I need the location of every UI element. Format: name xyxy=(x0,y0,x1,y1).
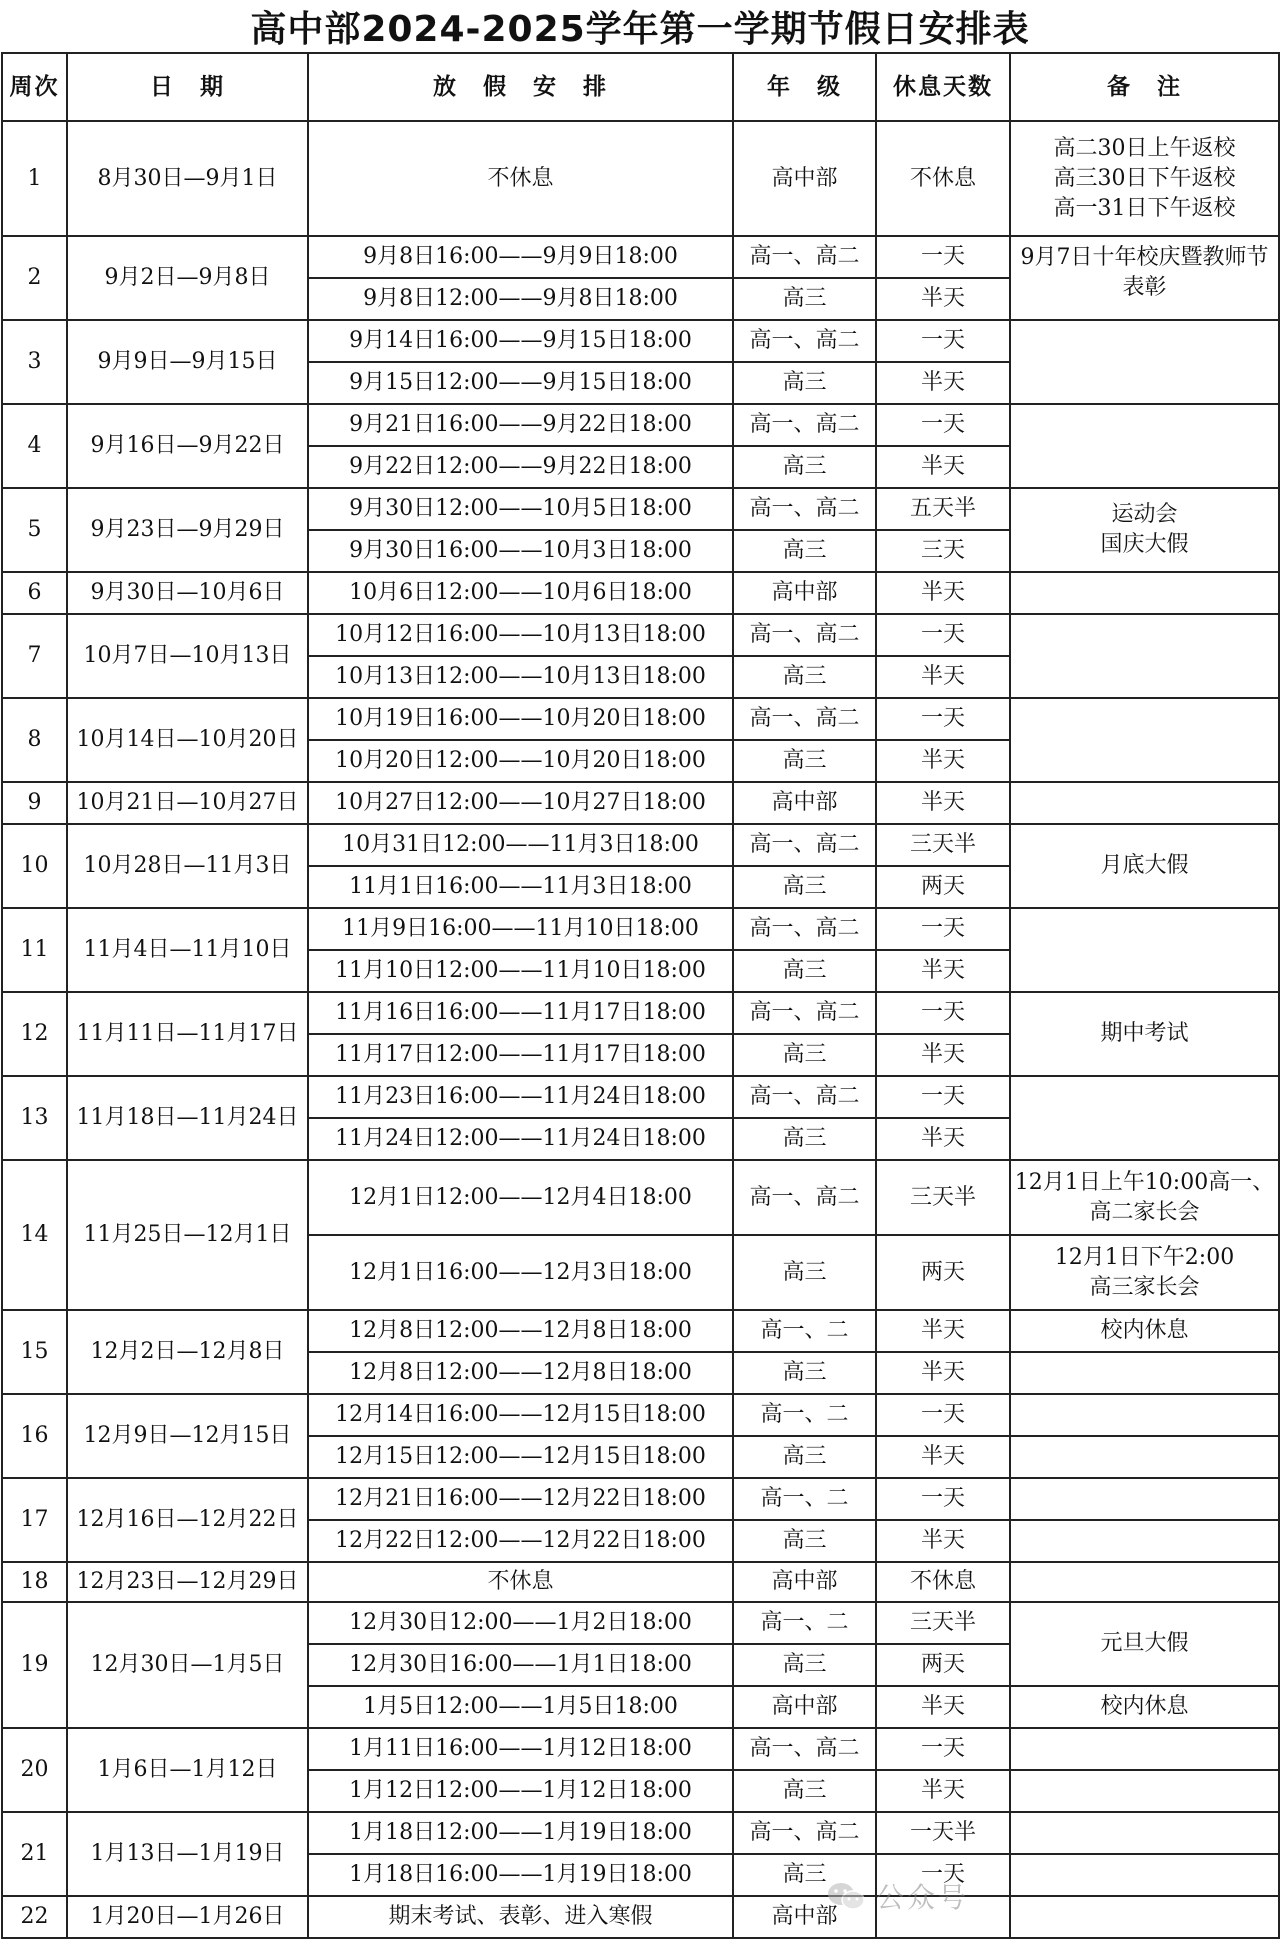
days-cell: 三天半 xyxy=(876,1160,1010,1235)
arrangement-cell: 1月18日12:00——1月19日18:00 xyxy=(308,1812,733,1854)
days-cell: 半天 xyxy=(876,1352,1010,1394)
week-cell: 7 xyxy=(2,614,67,698)
days-cell: 半天 xyxy=(876,1436,1010,1478)
date-cell: 12月16日—12月22日 xyxy=(67,1478,308,1562)
arrangement-cell: 12月22日12:00——12月22日18:00 xyxy=(308,1520,733,1562)
week-cell: 13 xyxy=(2,1076,67,1160)
arrangement-cell: 9月30日12:00——10月5日18:00 xyxy=(308,488,733,530)
note-cell xyxy=(1010,698,1279,782)
week-cell: 14 xyxy=(2,1160,67,1310)
arrangement-cell: 1月12日12:00——1月12日18:00 xyxy=(308,1770,733,1812)
grade-cell: 高一、高二 xyxy=(733,992,876,1034)
grade-cell: 高一、高二 xyxy=(733,404,876,446)
grade-cell: 高三 xyxy=(733,1520,876,1562)
note-cell xyxy=(1010,1896,1279,1938)
table-row xyxy=(2,1812,1279,1854)
date-cell: 8月30日—9月1日 xyxy=(67,121,308,236)
table-row xyxy=(2,992,1279,1034)
days-cell: 半天 xyxy=(876,1034,1010,1076)
days-cell: 半天 xyxy=(876,950,1010,992)
note-cell: 月底大假 xyxy=(1010,824,1279,908)
date-cell: 12月9日—12月15日 xyxy=(67,1394,308,1478)
arrangement-cell: 10月12日16:00——10月13日18:00 xyxy=(308,614,733,656)
arrangement-cell: 11月17日12:00——11月17日18:00 xyxy=(308,1034,733,1076)
date-cell: 1月13日—1月19日 xyxy=(67,1812,308,1896)
grade-cell: 高一、高二 xyxy=(733,1160,876,1235)
header-note: 备 注 xyxy=(1010,53,1279,121)
arrangement-cell: 10月19日16:00——10月20日18:00 xyxy=(308,698,733,740)
days-cell: 半天 xyxy=(876,1770,1010,1812)
week-cell: 17 xyxy=(2,1478,67,1562)
table-row xyxy=(2,488,1279,530)
week-cell: 18 xyxy=(2,1562,67,1602)
arrangement-cell: 12月8日12:00——12月8日18:00 xyxy=(308,1310,733,1352)
date-cell: 1月6日—1月12日 xyxy=(67,1728,308,1812)
days-cell: 半天 xyxy=(876,782,1010,824)
arrangement-cell: 9月22日12:00——9月22日18:00 xyxy=(308,446,733,488)
grade-cell: 高三 xyxy=(733,1770,876,1812)
grade-cell: 高三 xyxy=(733,1034,876,1076)
arrangement-cell: 12月15日12:00——12月15日18:00 xyxy=(308,1436,733,1478)
header-row xyxy=(2,53,1279,121)
days-cell: 三天半 xyxy=(876,1602,1010,1644)
header-week: 周次 xyxy=(2,53,67,121)
grade-cell: 高中部 xyxy=(733,1562,876,1602)
grade-cell: 高中部 xyxy=(733,572,876,614)
note-cell: 12月1日上午10:00高一、高二家长会 xyxy=(1010,1160,1279,1235)
table-row xyxy=(2,824,1279,866)
days-cell: 一天 xyxy=(876,1854,1010,1896)
arrangement-cell: 10月27日12:00——10月27日18:00 xyxy=(308,782,733,824)
grade-cell: 高一、高二 xyxy=(733,236,876,278)
note-cell: 校内休息 xyxy=(1010,1686,1279,1728)
week-cell: 5 xyxy=(2,488,67,572)
grade-cell: 高一、二 xyxy=(733,1310,876,1352)
grade-cell: 高一、高二 xyxy=(733,824,876,866)
arrangement-cell: 10月31日12:00——11月3日18:00 xyxy=(308,824,733,866)
page-title: 高中部2024-2025学年第一学期节假日安排表 xyxy=(250,8,1030,50)
grade-cell: 高三 xyxy=(733,740,876,782)
arrangement-cell: 不休息 xyxy=(308,121,733,236)
note-cell xyxy=(1010,1728,1279,1770)
days-cell: 不休息 xyxy=(876,121,1010,236)
note-cell: 9月7日十年校庆暨教师节表彰 xyxy=(1010,236,1279,320)
grade-cell: 高三 xyxy=(733,446,876,488)
table-row xyxy=(2,1160,1279,1235)
grade-cell: 高一、二 xyxy=(733,1478,876,1520)
grade-cell: 高一、高二 xyxy=(733,908,876,950)
holiday-schedule-table xyxy=(1,52,1280,1939)
date-cell: 9月23日—9月29日 xyxy=(67,488,308,572)
arrangement-cell: 1月5日12:00——1月5日18:00 xyxy=(308,1686,733,1728)
week-cell: 4 xyxy=(2,404,67,488)
table-row xyxy=(2,1896,1279,1938)
grade-cell: 高一、高二 xyxy=(733,320,876,362)
week-cell: 21 xyxy=(2,1812,67,1896)
days-cell: 五天半 xyxy=(876,488,1010,530)
grade-cell: 高三 xyxy=(733,1235,876,1310)
arrangement-cell: 12月21日16:00——12月22日18:00 xyxy=(308,1478,733,1520)
date-cell: 10月14日—10月20日 xyxy=(67,698,308,782)
watermark xyxy=(826,1876,969,1916)
days-cell: 三天半 xyxy=(876,824,1010,866)
grade-cell: 高三 xyxy=(733,656,876,698)
grade-cell: 高一、高二 xyxy=(733,1728,876,1770)
days-cell: 一天 xyxy=(876,992,1010,1034)
days-cell: 半天 xyxy=(876,1310,1010,1352)
header-date: 日 期 xyxy=(67,53,308,121)
table-row xyxy=(2,320,1279,362)
week-cell: 9 xyxy=(2,782,67,824)
note-cell xyxy=(1010,782,1279,824)
date-cell: 9月16日—9月22日 xyxy=(67,404,308,488)
note-cell xyxy=(1010,404,1279,488)
note-cell: 期中考试 xyxy=(1010,992,1279,1076)
grade-cell: 高三 xyxy=(733,278,876,320)
date-cell: 11月25日—12月1日 xyxy=(67,1160,308,1310)
arrangement-cell: 12月14日16:00——12月15日18:00 xyxy=(308,1394,733,1436)
week-cell: 8 xyxy=(2,698,67,782)
grade-cell: 高中部 xyxy=(733,782,876,824)
grade-cell: 高一、高二 xyxy=(733,698,876,740)
days-cell: 半天 xyxy=(876,278,1010,320)
days-cell: 一天 xyxy=(876,1076,1010,1118)
date-cell: 12月2日—12月8日 xyxy=(67,1310,308,1394)
arrangement-cell: 期末考试、表彰、进入寒假 xyxy=(308,1896,733,1938)
arrangement-cell: 12月30日12:00——1月2日18:00 xyxy=(308,1602,733,1644)
wechat-icon xyxy=(826,1881,866,1911)
date-cell: 11月18日—11月24日 xyxy=(67,1076,308,1160)
note-cell: 12月1日下午2:00 高三家长会 xyxy=(1010,1235,1279,1310)
days-cell: 一天半 xyxy=(876,1812,1010,1854)
days-cell: 一天 xyxy=(876,1478,1010,1520)
days-cell: 半天 xyxy=(876,740,1010,782)
week-cell: 1 xyxy=(2,121,67,236)
note-cell xyxy=(1010,1562,1279,1602)
note-cell: 校内休息 xyxy=(1010,1310,1279,1352)
days-cell: 半天 xyxy=(876,572,1010,614)
arrangement-cell: 11月16日16:00——11月17日18:00 xyxy=(308,992,733,1034)
week-cell: 16 xyxy=(2,1394,67,1478)
header-grade: 年 级 xyxy=(733,53,876,121)
arrangement-cell: 11月10日12:00——11月10日18:00 xyxy=(308,950,733,992)
arrangement-cell: 12月8日12:00——12月8日18:00 xyxy=(308,1352,733,1394)
week-cell: 15 xyxy=(2,1310,67,1394)
grade-cell: 高三 xyxy=(733,950,876,992)
week-cell: 6 xyxy=(2,572,67,614)
days-cell: 半天 xyxy=(876,1686,1010,1728)
table-row xyxy=(2,908,1279,950)
note-cell xyxy=(1010,1076,1279,1160)
days-cell: 三天 xyxy=(876,530,1010,572)
table-row xyxy=(2,1602,1279,1644)
date-cell: 12月30日—1月5日 xyxy=(67,1602,308,1728)
table-row xyxy=(2,404,1279,446)
arrangement-cell: 11月9日16:00——11月10日18:00 xyxy=(308,908,733,950)
table-row xyxy=(2,614,1279,656)
arrangement-cell: 9月21日16:00——9月22日18:00 xyxy=(308,404,733,446)
date-cell: 10月28日—11月3日 xyxy=(67,824,308,908)
note-cell xyxy=(1010,1812,1279,1854)
arrangement-cell: 9月8日12:00——9月8日18:00 xyxy=(308,278,733,320)
date-cell: 9月30日—10月6日 xyxy=(67,572,308,614)
note-cell: 元旦大假 xyxy=(1010,1602,1279,1686)
grade-cell: 高三 xyxy=(733,1436,876,1478)
grade-cell: 高三 xyxy=(733,1854,876,1896)
arrangement-cell: 9月8日16:00——9月9日18:00 xyxy=(308,236,733,278)
arrangement-cell: 12月1日12:00——12月4日18:00 xyxy=(308,1160,733,1235)
arrangement-cell: 1月11日16:00——1月12日18:00 xyxy=(308,1728,733,1770)
grade-cell: 高三 xyxy=(733,1352,876,1394)
note-cell: 运动会 国庆大假 xyxy=(1010,488,1279,572)
table-row xyxy=(2,1562,1279,1602)
date-cell: 10月7日—10月13日 xyxy=(67,614,308,698)
grade-cell: 高一、二 xyxy=(733,1394,876,1436)
days-cell: 半天 xyxy=(876,1520,1010,1562)
grade-cell: 高三 xyxy=(733,530,876,572)
week-cell: 2 xyxy=(2,236,67,320)
days-cell: 半天 xyxy=(876,1118,1010,1160)
grade-cell: 高一、高二 xyxy=(733,1076,876,1118)
grade-cell: 高一、高二 xyxy=(733,1812,876,1854)
note-cell xyxy=(1010,1478,1279,1520)
arrangement-cell: 10月13日12:00——10月13日18:00 xyxy=(308,656,733,698)
date-cell: 9月2日—9月8日 xyxy=(67,236,308,320)
table-row xyxy=(2,782,1279,824)
days-cell: 两天 xyxy=(876,866,1010,908)
date-cell: 12月23日—12月29日 xyxy=(67,1562,308,1602)
grade-cell: 高三 xyxy=(733,866,876,908)
week-cell: 3 xyxy=(2,320,67,404)
grade-cell: 高中部 xyxy=(733,1686,876,1728)
note-cell xyxy=(1010,1436,1279,1478)
week-cell: 10 xyxy=(2,824,67,908)
arrangement-cell: 10月6日12:00——10月6日18:00 xyxy=(308,572,733,614)
watermark-text: 公众号 xyxy=(876,1881,970,1914)
week-cell: 22 xyxy=(2,1896,67,1938)
arrangement-cell: 9月14日16:00——9月15日18:00 xyxy=(308,320,733,362)
days-cell: 半天 xyxy=(876,446,1010,488)
days-cell: 半天 xyxy=(876,362,1010,404)
date-cell: 1月20日—1月26日 xyxy=(67,1896,308,1938)
note-cell xyxy=(1010,320,1279,404)
date-cell: 11月11日—11月17日 xyxy=(67,992,308,1076)
grade-cell: 高中部 xyxy=(733,1896,876,1938)
grade-cell: 高三 xyxy=(733,1644,876,1686)
days-cell: 两天 xyxy=(876,1235,1010,1310)
note-cell: 高二30日上午返校 高三30日下午返校 高一31日下午返校 xyxy=(1010,121,1279,236)
days-cell: 一天 xyxy=(876,236,1010,278)
arrangement-cell: 不休息 xyxy=(308,1562,733,1602)
note-cell xyxy=(1010,908,1279,992)
note-cell xyxy=(1010,572,1279,614)
arrangement-cell: 1月18日16:00——1月19日18:00 xyxy=(308,1854,733,1896)
table-row xyxy=(2,1728,1279,1770)
arrangement-cell: 9月15日12:00——9月15日18:00 xyxy=(308,362,733,404)
grade-cell: 高三 xyxy=(733,362,876,404)
table-row xyxy=(2,698,1279,740)
note-cell xyxy=(1010,1854,1279,1896)
days-cell: 一天 xyxy=(876,320,1010,362)
table-row xyxy=(2,1310,1279,1352)
grade-cell: 高一、二 xyxy=(733,1602,876,1644)
week-cell: 11 xyxy=(2,908,67,992)
table-row xyxy=(2,121,1279,236)
week-cell: 12 xyxy=(2,992,67,1076)
arrangement-cell: 12月1日16:00——12月3日18:00 xyxy=(308,1235,733,1310)
days-cell: 一天 xyxy=(876,404,1010,446)
arrangement-cell: 11月1日16:00——11月3日18:00 xyxy=(308,866,733,908)
grade-cell: 高中部 xyxy=(733,121,876,236)
days-cell: 半天 xyxy=(876,656,1010,698)
arrangement-cell: 10月20日12:00——10月20日18:00 xyxy=(308,740,733,782)
arrangement-cell: 11月23日16:00——11月24日18:00 xyxy=(308,1076,733,1118)
note-cell xyxy=(1010,1520,1279,1562)
days-cell: 不休息 xyxy=(876,1562,1010,1602)
table-row xyxy=(2,1076,1279,1118)
note-cell xyxy=(1010,1394,1279,1436)
week-cell: 20 xyxy=(2,1728,67,1812)
days-cell: 一天 xyxy=(876,1394,1010,1436)
date-cell: 10月21日—10月27日 xyxy=(67,782,308,824)
days-cell: 一天 xyxy=(876,614,1010,656)
table-row xyxy=(2,236,1279,278)
arrangement-cell: 11月24日12:00——11月24日18:00 xyxy=(308,1118,733,1160)
header-days: 休息天数 xyxy=(876,53,1010,121)
week-cell: 19 xyxy=(2,1602,67,1728)
grade-cell: 高三 xyxy=(733,1118,876,1160)
arrangement-cell: 9月30日16:00——10月3日18:00 xyxy=(308,530,733,572)
table-row xyxy=(2,1478,1279,1520)
days-cell: 一天 xyxy=(876,908,1010,950)
days-cell: 一天 xyxy=(876,698,1010,740)
days-cell: 一天 xyxy=(876,1728,1010,1770)
table-row xyxy=(2,1394,1279,1436)
arrangement-cell: 12月30日16:00——1月1日18:00 xyxy=(308,1644,733,1686)
grade-cell: 高一、高二 xyxy=(733,614,876,656)
date-cell: 9月9日—9月15日 xyxy=(67,320,308,404)
note-cell xyxy=(1010,614,1279,698)
note-cell xyxy=(1010,1352,1279,1394)
days-cell: 两天 xyxy=(876,1644,1010,1686)
date-cell: 11月4日—11月10日 xyxy=(67,908,308,992)
table-row xyxy=(2,572,1279,614)
note-cell xyxy=(1010,1770,1279,1812)
header-arrangement: 放 假 安 排 xyxy=(308,53,733,121)
grade-cell: 高一、高二 xyxy=(733,488,876,530)
